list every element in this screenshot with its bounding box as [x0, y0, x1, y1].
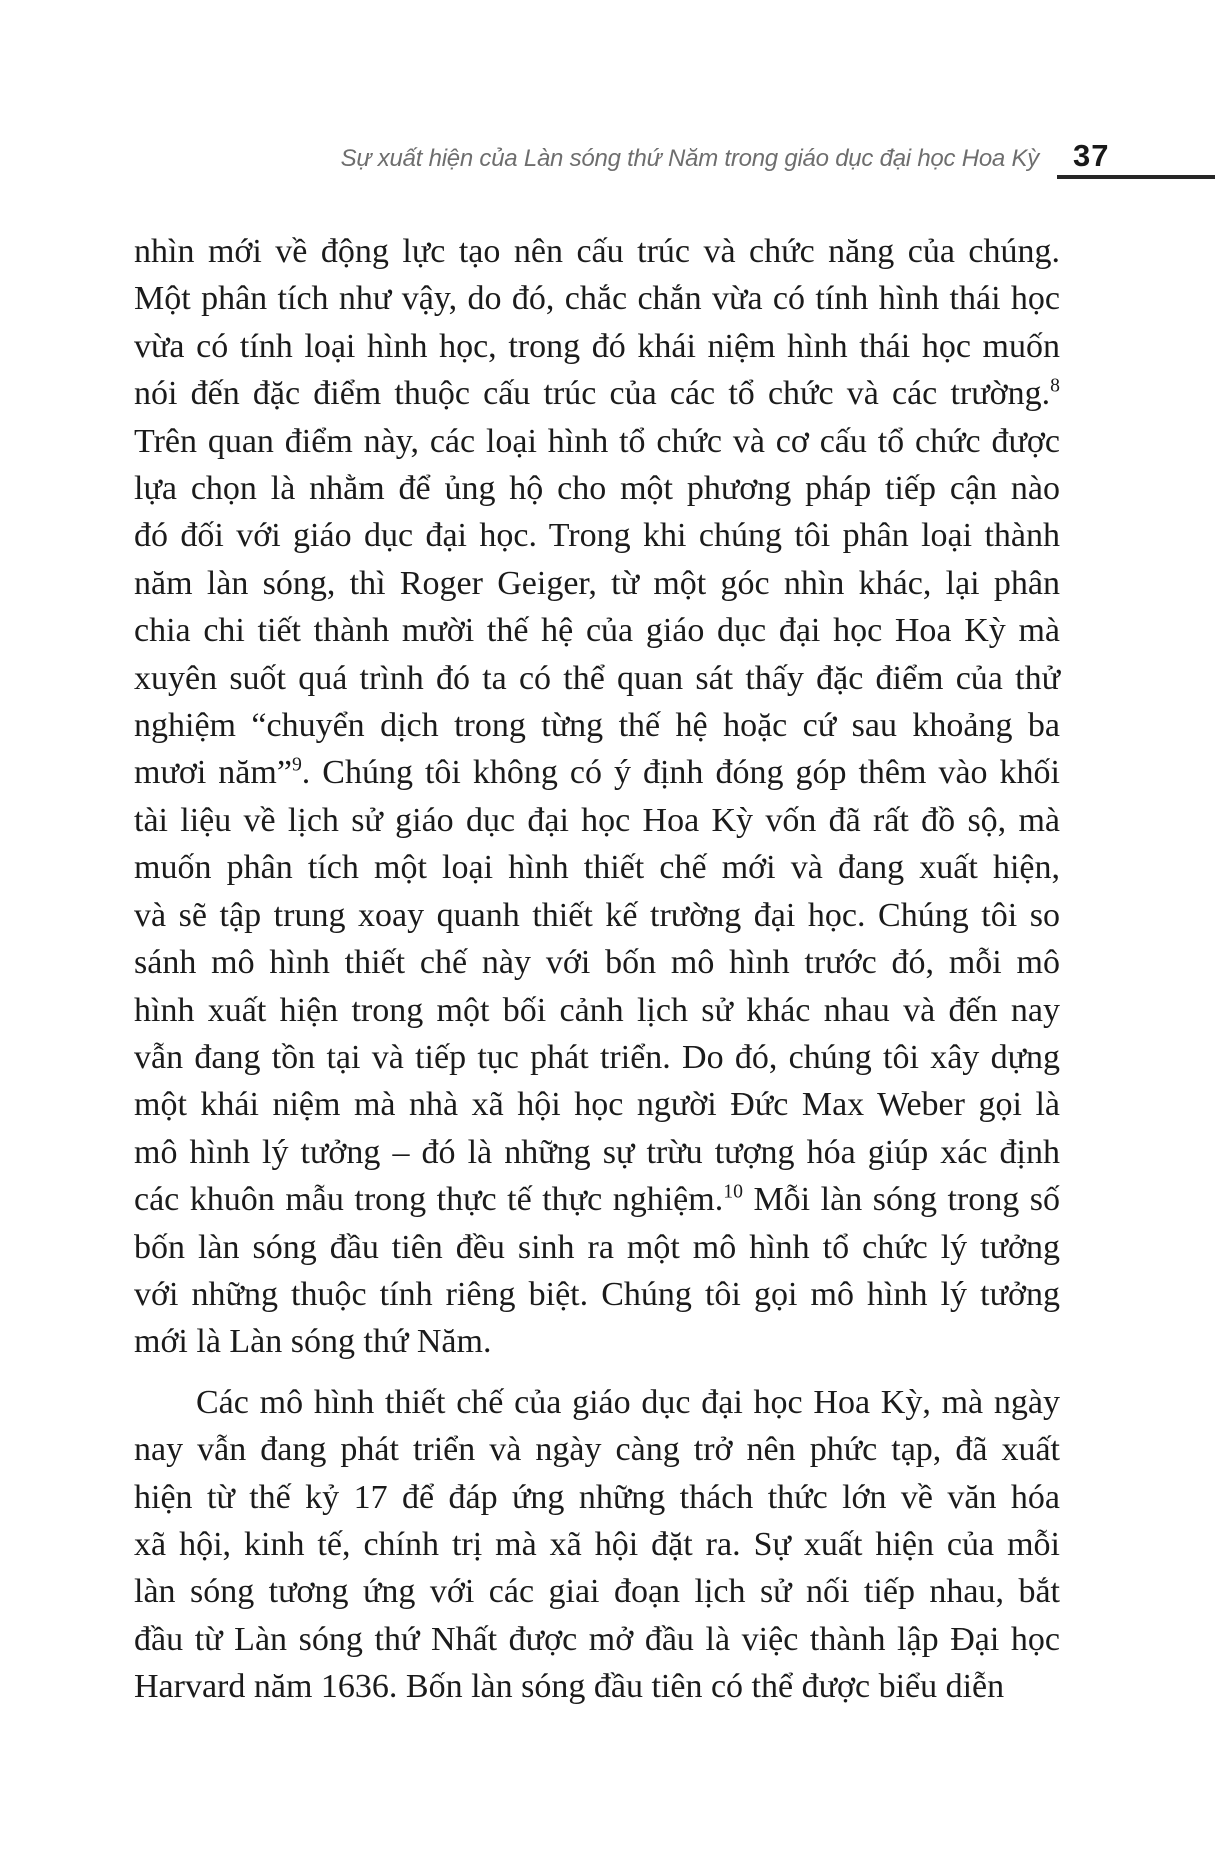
footnote-ref: 9 — [291, 754, 302, 777]
text-line: lựa chọn là nhằm để ủng hộ cho một phương pháp tiếp cận nào — [134, 470, 1060, 508]
text-line: Harvard năm 1636. Bốn làn sóng đầu tiên có thể được biểu diễn — [134, 1668, 1005, 1706]
text-line: đó đối với giáo dục đại học. Trong khi chúng tôi phân loại thành — [134, 517, 1060, 555]
text-line: sánh mô hình thiết chế này với bốn mô hình trước đó, mỗi mô — [134, 944, 1060, 982]
text-line: vừa có tính loại hình học, trong đó khái niệm hình thái học muốn — [134, 327, 1060, 365]
running-title: Sự xuất hiện của Làn sóng thứ Năm trong giáo dục đại học Hoa Kỳ — [340, 145, 1039, 172]
page-number-box — [1057, 138, 1215, 179]
text-line: mới là Làn sóng thứ Năm. — [134, 1323, 492, 1361]
text-line: và sẽ tập trung xoay quanh thiết kế trường đại học. Chúng tôi so — [134, 896, 1060, 934]
page-number: 37 — [1073, 138, 1110, 173]
text-line: mươi năm”$^9$. Chúng tôi không có ý định đóng góp thêm vào khối — [134, 754, 1060, 792]
text-line: nay vẫn đang phát triển và ngày càng trở nên phức tạp, đã xuất — [134, 1431, 1060, 1469]
text-line: tài liệu về lịch sử giáo dục đại học Hoa Kỳ vốn đã rất đồ sộ, mà — [134, 801, 1060, 839]
text-line: xã hội, kinh tế, chính trị mà xã hội đặt ra. Sự xuất hiện của mỗi — [134, 1525, 1060, 1563]
footnote-ref: 10 — [723, 1180, 743, 1203]
text-line: một khái niệm mà nhà xã hội học người Đức Max Weber gọi là — [134, 1086, 1060, 1124]
text-line: nghiệm “chuyển dịch trong từng thế hệ hoặc cứ sau khoảng ba — [134, 707, 1060, 745]
text-line: vẫn đang tồn tại và tiếp tục phát triển. Do đó, chúng tôi xây dựng — [134, 1038, 1060, 1076]
text-line: với những thuộc tính riêng biệt. Chúng tôi gọi mô hình lý tưởng — [134, 1275, 1060, 1313]
paragraph — [134, 228, 1060, 1366]
footnote-ref: 8 — [1050, 374, 1060, 397]
text-line: nhìn mới về động lực tạo nên cấu trúc và chức năng của chúng. — [134, 233, 1060, 270]
text-line: Các mô hình thiết chế của giáo dục đại học Hoa Kỳ, mà ngày — [196, 1383, 1060, 1421]
text-line: nói đến đặc điểm thuộc cấu trúc của các tổ chức và các trường.$^8$ — [134, 374, 1060, 413]
text-line: mô hình lý tưởng – đó là những sự trừu tượng hóa giúp xác định — [134, 1133, 1060, 1171]
text-line: muốn phân tích một loại hình thiết chế mới và đang xuất hiện, — [134, 849, 1060, 887]
body-text — [134, 228, 1060, 1711]
text-line: chia chi tiết thành mười thế hệ của giáo dục đại học Hoa Kỳ mà — [134, 612, 1060, 650]
text-line: các khuôn mẫu trong thực tế thực nghiệm.$^{10}$ Mỗi làn sóng trong số — [134, 1180, 1060, 1219]
text-line: hiện từ thế kỷ 17 để đáp ứng những thách thức lớn về văn hóa — [134, 1478, 1060, 1516]
text-line: xuyên suốt quá trình đó ta có thể quan sát thấy đặc điểm của thử — [134, 659, 1060, 697]
text-line: làn sóng tương ứng với các giai đoạn lịch sử nối tiếp nhau, bắt — [134, 1573, 1060, 1611]
paragraph — [134, 1379, 1060, 1711]
text-line: bốn làn sóng đầu tiên đều sinh ra một mô hình tổ chức lý tưởng — [134, 1228, 1060, 1266]
text-line: năm làn sóng, thì Roger Geiger, từ một góc nhìn khác, lại phân — [134, 564, 1060, 602]
text-line: đầu từ Làn sóng thứ Nhất được mở đầu là việc thành lập Đại học — [134, 1620, 1060, 1658]
text-line: hình xuất hiện trong một bối cảnh lịch sử khác nhau và đến nay — [134, 991, 1060, 1029]
text-line: Trên quan điểm này, các loại hình tổ chức và cơ cấu tổ chức được — [134, 422, 1060, 460]
running-header — [341, 138, 1215, 179]
text-line: Một phân tích như vậy, do đó, chắc chắn vừa có tính hình thái học — [134, 280, 1060, 318]
